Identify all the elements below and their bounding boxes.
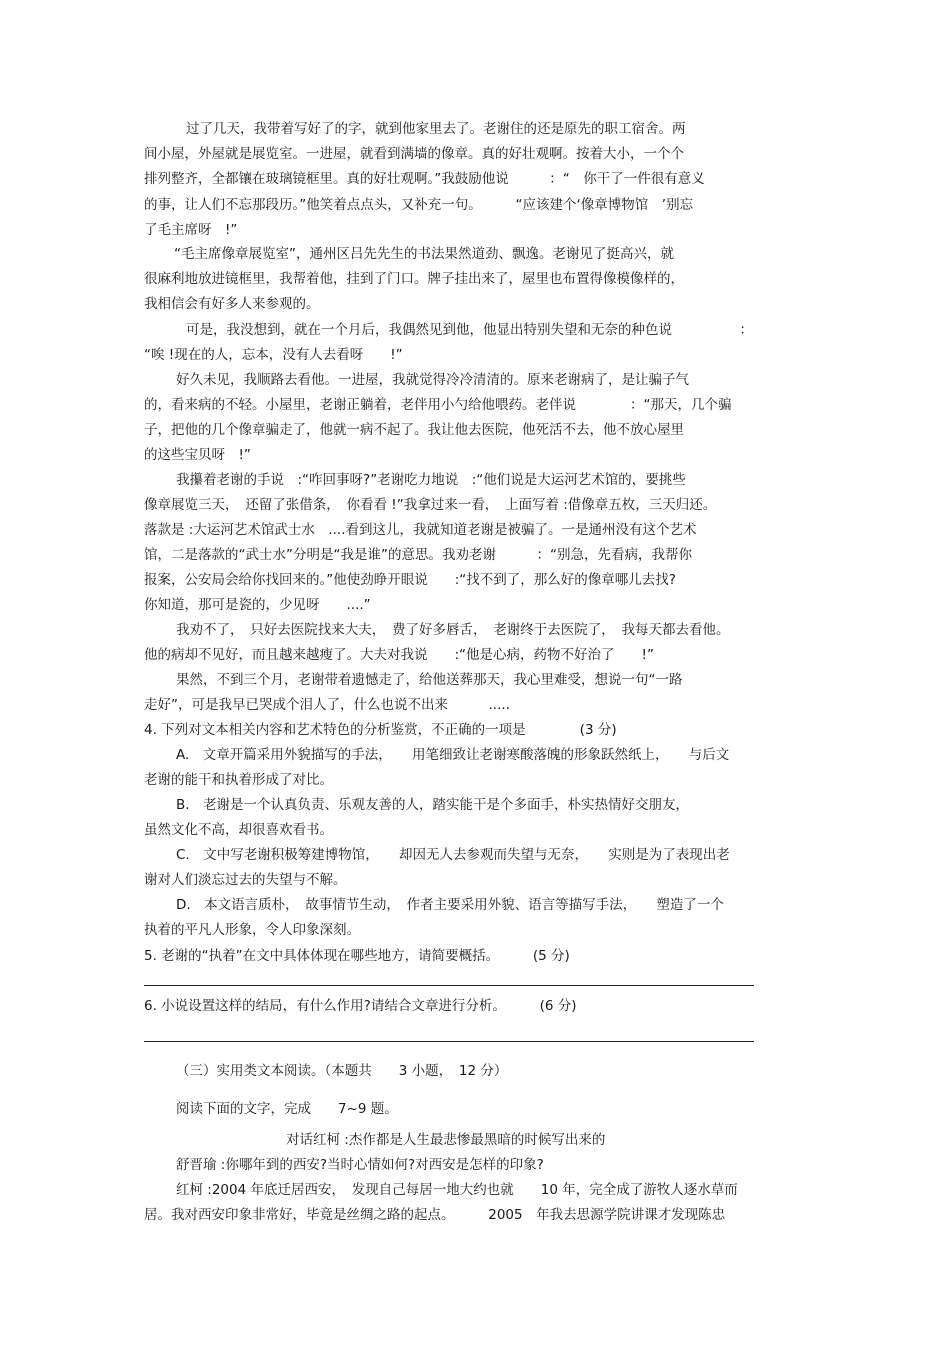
text-line: 谢对人们淡忘过去的失望与不解。: [144, 872, 347, 888]
text-line: 间小屋，外屋就是展览室。一进屋，就看到满墙的像章。真的好壮观啊。按着大小，一个个: [144, 146, 684, 162]
question-6: 6. 小说设置这样的结局，有什么作用?请结合文章进行分析。 (6 分): [144, 998, 577, 1014]
text-line: 过了几天，我带着写好了的字，就到他家里去了。老谢住的还是原先的职工宿舍。两: [186, 121, 686, 137]
text-line: 了毛主席呀 !”: [144, 222, 238, 238]
text-line: 可是，我没想到，就在一个月后，我偶然见到他，他显出特别失望和无奈的种色说 ：: [186, 322, 753, 338]
text-line: 虽然文化不高，却很喜欢看书。: [144, 822, 333, 838]
option-c: C. 文中写老谢积极筹建博物馆， 却因无人去参观而失望与无奈， 实则是为了表现出老: [176, 847, 730, 863]
text-line: 你知道，那可是瓷的，少见呀 ....”: [144, 597, 371, 613]
text-line: 报案，公安局会给你找回来的。”他使劲睁开眼说 :“找不到了，那么好的像章哪儿去找?: [144, 572, 676, 588]
option-d: D. 本文语言质朴， 故事情节生动， 作者主要采用外貌、语言等描写手法， 塑造了一个: [176, 897, 724, 913]
text-line: 老谢的能干和执着形成了对比。: [144, 772, 333, 788]
section-heading: （三）实用类文本阅读。（本题共 3 小题， 12 分）: [176, 1063, 508, 1079]
text-line: 居。我对西安印象非常好，毕竟是丝绸之路的起点。 2005 年我去思源学院讲课才发现陈忠: [144, 1207, 726, 1223]
text-line: 很麻利地放进镜框里，我帮着他，挂到了门口。牌子挂出来了，屋里也布置得像模像样的，: [144, 271, 684, 287]
answer-line-6: [144, 1041, 754, 1042]
text-line: 的，看来病的不轻。小屋里，老谢正躺着，老伴用小勺给他喂药。老伴说 ：“那天，几个骗: [144, 397, 732, 413]
text-line: 红柯 :2004 年底迁居西安， 发现自己每居一地大约也就 10 年，完全成了游牧人逐水草而: [176, 1182, 738, 1198]
text-line: 子，把他的几个像章骗走了，他就一病不起了。我让他去医院，他死活不去，他不放心屋里: [144, 422, 684, 438]
text-line: 馆，二是落款的“武士水”分明是“我是谁”的意思。我劝老谢 ：“别急，先看病，我帮你: [144, 547, 692, 563]
article-title: 对话红柯 :杰作都是人生最悲惨最黑暗的时候写出来的: [286, 1132, 606, 1148]
instruction: 阅读下面的文字，完成 7~9 题。: [176, 1101, 398, 1117]
text-line: “唉 !现在的人，忘本，没有人去看呀 !”: [144, 347, 403, 363]
text-line: 执着的平凡人形象，令人印象深刻。: [144, 922, 360, 938]
answer-line-5: [144, 985, 754, 986]
text-line: 的这些宝贝呀 !”: [144, 447, 251, 463]
text-line: 像章展览三天， 还留了张借条， 你看看 !”我拿过来一看， 上面写着 :借像章五枚，三天归还。: [144, 497, 717, 513]
question-4: 4. 下列对文本相关内容和艺术特色的分析鉴赏，不正确的一项是 (3 分): [144, 722, 617, 738]
text-line: 我相信会有好多人来参观的。: [144, 296, 320, 312]
option-b: B. 老谢是一个认真负责、乐观友善的人，踏实能干是个多面手，朴实热情好交朋友，: [176, 797, 690, 813]
text-line: 走好”，可是我早已哭成个泪人了，什么也说不出来 .....: [144, 697, 510, 713]
question-5: 5. 老谢的“执着”在文中具体体现在哪些地方，请简要概括。 (5 分): [144, 948, 570, 964]
text-line: 我劝不了， 只好去医院找来大夫， 费了好多唇舌， 老谢终于去医院了， 我每天都去看他。: [176, 622, 730, 638]
text-line: “毛主席像章展览室”，通州区吕先先生的书法果然道劲、飘逸。老谢见了挺高兴，就: [174, 246, 674, 262]
text-line: 的事，让人们不忘那段历。”他笑着点点头，又补充一句。 “应该建个‘像章博物馆 ’别忘: [144, 197, 694, 213]
text-line: 好久未见，我顺路去看他。一进屋，我就觉得冷冷清清的。原来老谢病了，是让骗子气: [176, 372, 689, 388]
text-line: 落款是 :大运河艺术馆武士水 ....看到这儿，我就知道老谢是被骗了。一是通州没有这个艺术: [144, 522, 697, 538]
text-line: 排列整齐，全都镶在玻璃镜框里。真的好壮观啊。”我鼓励他说 ：“ 你干了一件很有意义: [144, 171, 705, 187]
text-line: 我攥着老谢的手说 :“咋回事呀?”老谢吃力地说 :“他们说是大运河艺术馆的，要挑些: [176, 472, 686, 488]
option-a: A. 文章开篇采用外貌描写的手法， 用笔细致让老谢寒酸落魄的形象跃然纸上， 与后文: [176, 747, 730, 763]
text-line: 果然，不到三个月，老谢带着遗憾走了，给他送葬那天，我心里难受，想说一句“一路: [176, 672, 683, 688]
text-line: 他的病却不见好，而且越来越瘦了。大夫对我说 :“他是心病，药物不好治了 !”: [144, 647, 654, 663]
text-line: 舒晋瑜 :你哪年到的西安?当时心情如何?对西安是怎样的印象?: [176, 1157, 544, 1173]
